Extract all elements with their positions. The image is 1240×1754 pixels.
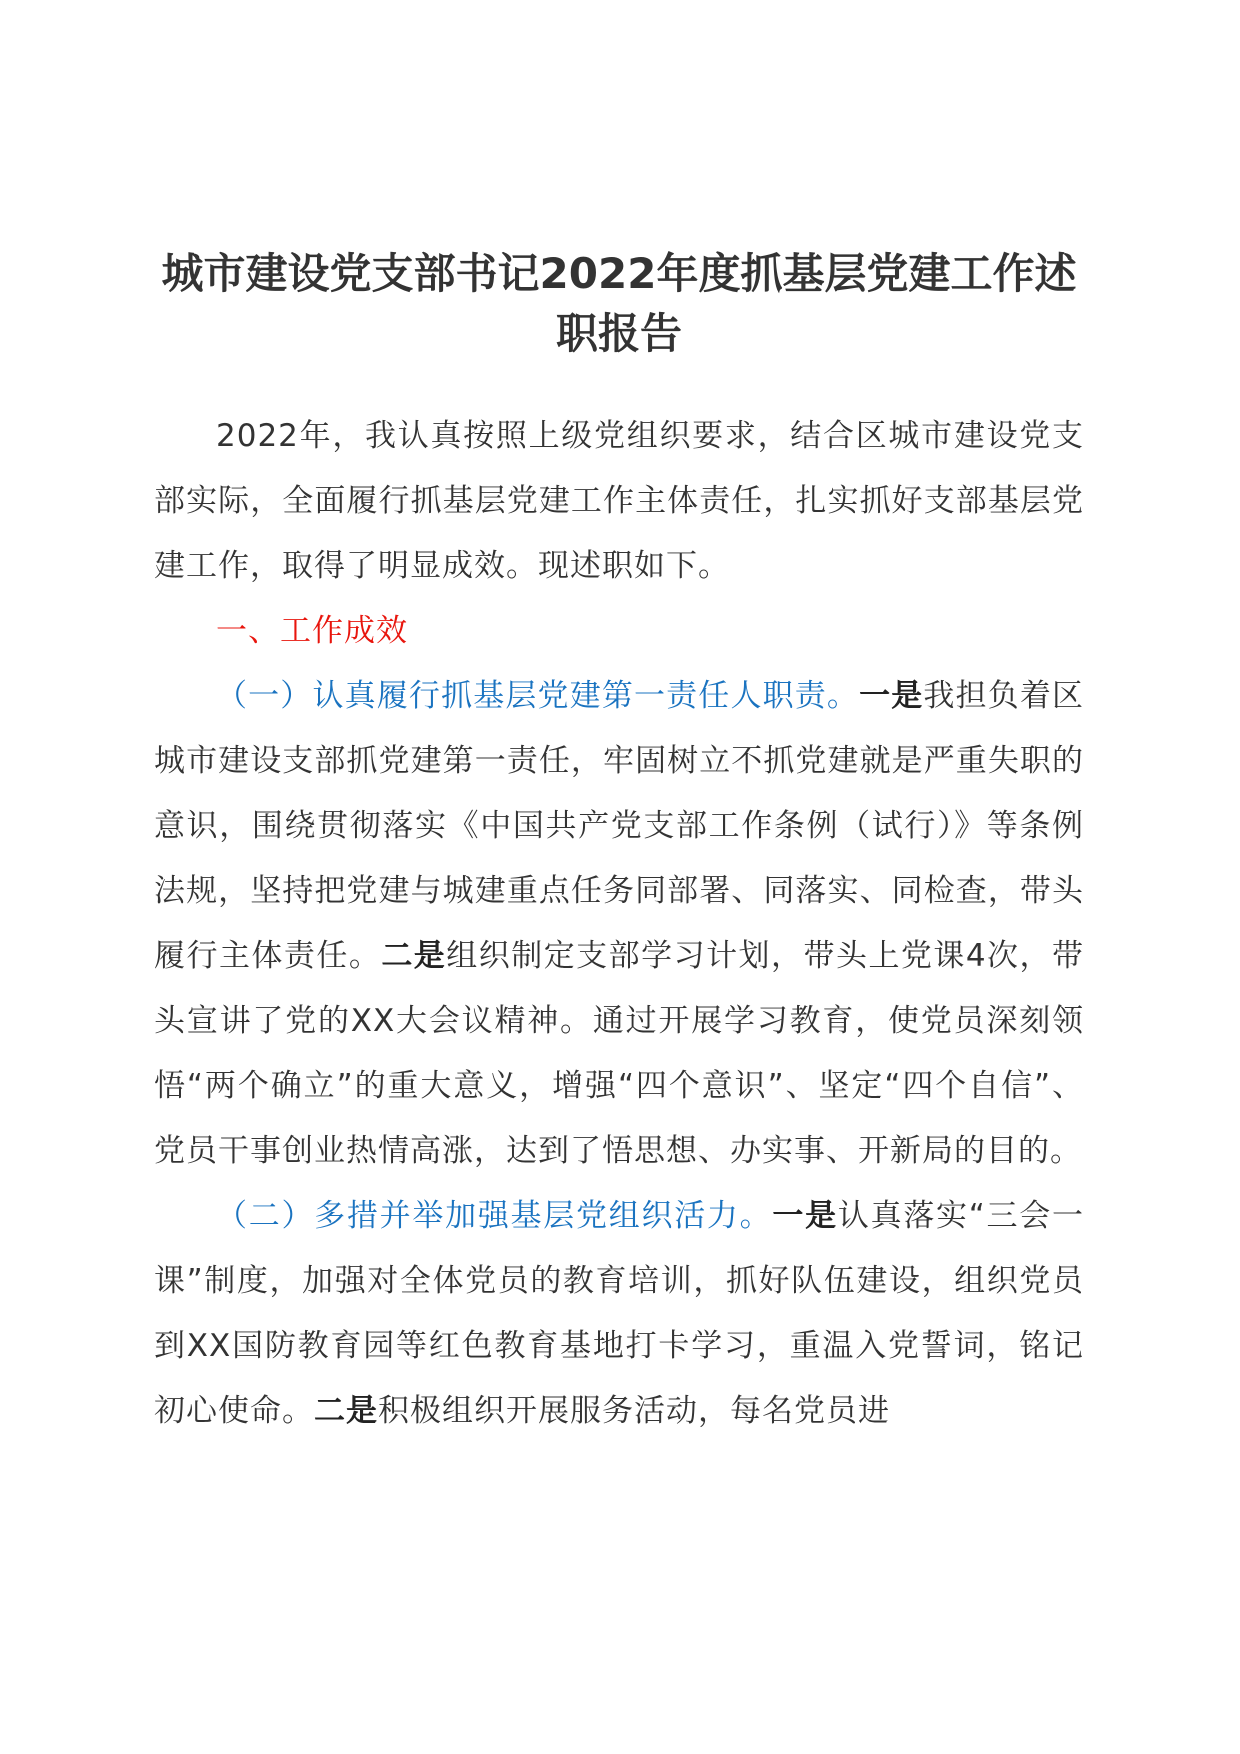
section-heading: 一、工作成效 <box>216 613 408 649</box>
item-1-subtitle: （一）认真履行抓基层党建第一责任人职责。 <box>216 678 860 714</box>
item-2-text-2: 积极组织开展服务活动，每名党员进 <box>378 1393 890 1429</box>
document-title: 城市建设党支部书记2022年度抓基层党建工作述职报告 <box>161 249 1077 358</box>
item-2-subtitle: （二）多措并举加强基层党组织活力。 <box>216 1198 773 1234</box>
item-1-text-2: 组织制定支部学习计划，带头上党课4次，带头宣讲了党的XX大会议精神。通过开展学习教育，使党员深刻领悟“两个确立”的重大意义，增强“四个意识”、坚定“四个自信”、党员干事创业热情高涨，达到了悟思想、办实事、开新局的目的。 <box>154 938 1085 1169</box>
item-1-text-1: 我担负着区城市建设支部抓党建第一责任，牢固树立不抓党建就是严重失职的意识，围绕贯彻落实《中国共产党支部工作条例（试行）》等条例法规，坚持把党建与城建重点任务同部署、同落实、同检查，带头履行主体责任。 <box>154 678 1085 974</box>
item-1-lead-2: 二是 <box>381 938 447 974</box>
item-2-text-1: 认真落实“三会一课”制度，加强对全体党员的教育培训，抓好队伍建设，组织党员到XX国防教育园等红色教育基地打卡学习，重温入党誓词，铭记初心使命。 <box>154 1198 1085 1429</box>
item-1-lead-1: 一是 <box>859 678 924 714</box>
intro-paragraph: 2022年，我认真按照上级党组织要求，结合区城市建设党支部实际，全面履行抓基层党建工作主体责任，扎实抓好支部基层党建工作，取得了明显成效。现述职如下。 <box>154 418 1084 584</box>
item-2-paragraph <box>154 1184 1084 1444</box>
item-1-paragraph <box>154 664 1084 1184</box>
item-2-lead-2: 二是 <box>314 1393 378 1429</box>
item-2-lead-1: 一是 <box>772 1198 838 1234</box>
document-page <box>154 244 1084 1444</box>
